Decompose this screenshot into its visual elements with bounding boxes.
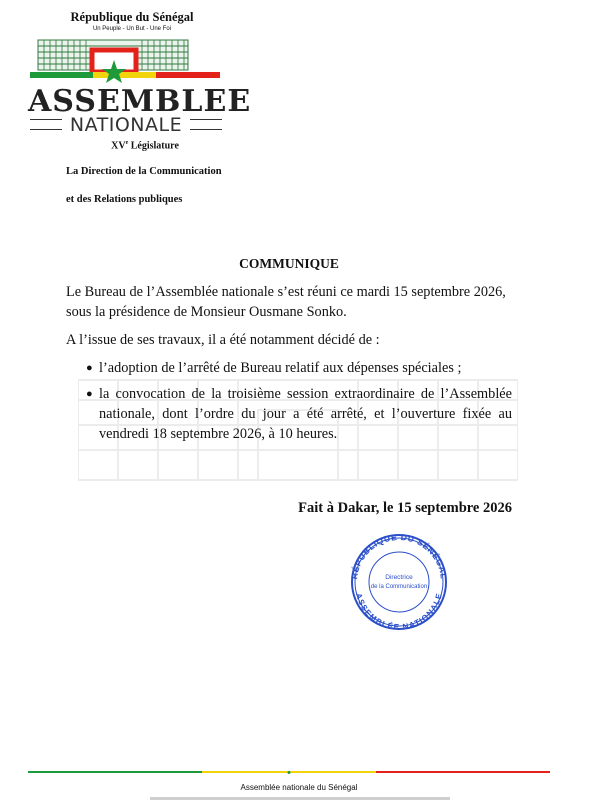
direction-line-1: La Direction de la Communication [66,166,222,177]
legislature-word: Législature [130,140,179,152]
decisions-intro: A l’issue de ses travaux, il a été notamment décidé de : [66,332,380,348]
national-motto: Un Peuple - Un But - Une Foi [92,26,172,32]
bullet-icon: ● [86,388,93,400]
republic-heading: République du Sénégal [70,10,194,24]
intro-paragraph: Le Bureau de l’Assemblée nationale s’est réuni ce mardi 15 septembre 2026, sous la présidence de Monsieur Ousmane Sonko. [66,284,506,320]
official-stamp [343,532,455,632]
list-item [66,358,512,378]
communique-title: COMMUNIQUE [239,256,339,271]
assembly-subtitle: NATIONALE [69,114,183,136]
legislature-label [95,140,195,151]
assembly-title: ASSEMBLEE [28,84,252,119]
assembly-subtitle-row [30,114,222,136]
footer-address-line [150,797,450,800]
footer-organization: Assemblée nationale du Sénégal [240,783,358,792]
stamp-bottom-text: ASSEMBLÉE NATIONALE [354,592,444,632]
legislature-number: XV [111,140,126,152]
list-item [66,384,512,444]
list-item-text: l’adoption de l’arrêté de Bureau relatif aux dépenses spéciales ; [99,360,462,376]
footer-flag-line [28,771,550,774]
decorative-lines-left [30,119,62,130]
list-item-text: la convocation de la troisième session extraordinaire de l’Assemblée nationale, dont l’ordre du jour a été arrêté, et l’ouverture fixée au vendredi 18 septembre 2026, à 10 heures. [99,386,512,442]
decisions-list [66,358,512,444]
assembly-building-logo [30,36,220,86]
stamp-inner-line-2: de la Communication [370,584,428,590]
direction-block [66,158,222,214]
bullet-icon: ● [86,362,93,374]
legislature-suffix: e [125,140,129,146]
place-and-date: Fait à Dakar, le 15 septembre 2026 [298,500,512,516]
stamp-inner-line-1: Directrice [385,574,413,581]
decorative-lines-right [190,119,222,130]
direction-line-2: et des Relations publiques [66,194,183,205]
svg-text:RÉPUBLIQUE DU SÉNÉGAL [349,532,449,580]
communique-body [66,254,512,450]
stamp-top-text: RÉPUBLIQUE DU SÉNÉGAL [349,532,449,580]
